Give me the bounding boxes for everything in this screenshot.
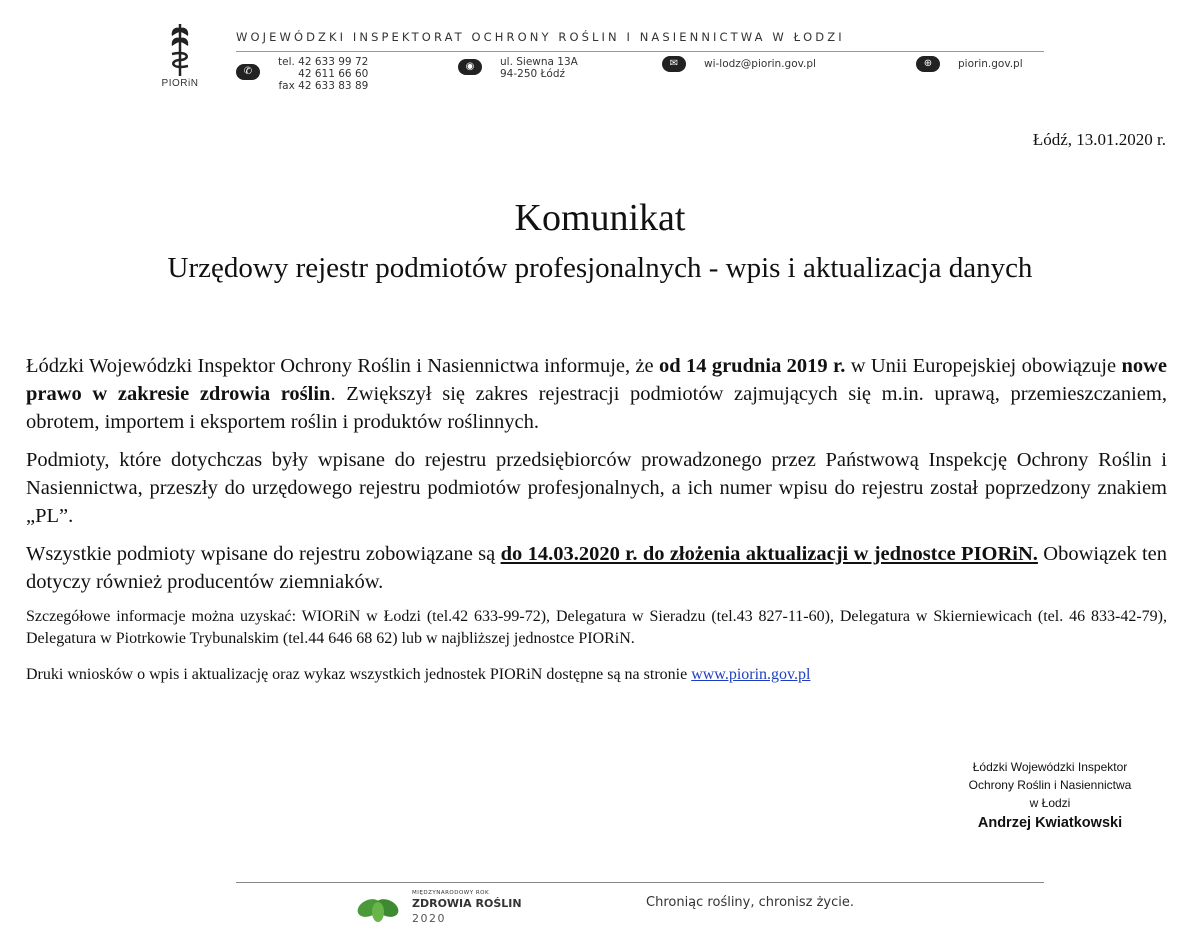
address-line: ul. Siewna 13A (500, 56, 578, 68)
plant-health-year-logo (356, 888, 576, 932)
header-divider (236, 51, 1044, 52)
contact-website (916, 56, 1056, 76)
leaves-logo-icon (356, 890, 400, 926)
phone-line: tel. 42 633 99 72 (278, 56, 369, 68)
signatory-name: Andrzej Kwiatkowski (977, 815, 1123, 831)
paragraph-1: Łódzki Wojewódzki Inspektor Ochrony Roślin i Nasiennictwa informuje, że od 14 grudnia 2019 r. w Unii Europejskiej obowiązuje nowe prawo w zakresie zdrowia roślin. Zwiększył się zakres rejestracji podmiotów zajmujących się m.in. uprawą, przemieszczaniem, obrotem, importem i eksportem roślin i produktów roślinnych. (26, 355, 1168, 433)
paragraph-3: Wszystkie podmioty wpisane do rejestru zobowiązane są do 14.03.2020 r. do złożenia aktualizacji w jednostce PIORiN. Obowiązek ten dotyczy również producentów ziemniaków. (26, 543, 1167, 593)
logo-small-text: MIĘDZYNARODOWY ROK (412, 890, 490, 896)
new-law-phrase: nowe prawo w zakresie zdrowia roślin (26, 355, 1167, 405)
signature-block (900, 758, 1200, 832)
contact-phone (236, 56, 416, 96)
footer-slogan: Chroniąc rośliny, chronisz życie. (646, 895, 855, 910)
fax-line: fax 42 633 83 89 (278, 80, 369, 92)
globe-icon: ⊕ (916, 56, 940, 72)
contact-address (458, 56, 618, 86)
document-body (26, 352, 1167, 700)
deadline-notice: do 14.03.2020 r. do złożenia aktualizacji w jednostce PIORiN. (500, 543, 1038, 565)
effective-date: od 14 grudnia 2019 r. (659, 355, 846, 377)
email-link[interactable]: wi-lodz@piorin.gov.pl (704, 58, 816, 70)
signature-title-line: Łódzki Wojewódzki Inspektor (972, 760, 1128, 774)
address-line: 94-250 Łódź (500, 68, 566, 80)
place-date: Łódź, 13.01.2020 r. (1032, 130, 1166, 149)
location-icon: ◉ (458, 59, 482, 75)
website-link[interactable]: piorin.gov.pl (958, 58, 1023, 70)
phone-line: 42 611 66 60 (298, 68, 369, 80)
signature-title-line: Ochrony Roślin i Nasiennictwa (968, 778, 1132, 792)
wheat-staff-logo-icon (160, 20, 200, 78)
piorin-website-link[interactable]: www.piorin.gov.pl (691, 666, 811, 683)
letterhead (150, 18, 1050, 98)
contact-email (662, 56, 862, 76)
organization-name: WOJEWÓDZKI INSPEKTORAT OCHRONY ROŚLIN I NASIENNICTWA W ŁODZI (236, 30, 845, 44)
phone-icon: ✆ (236, 64, 260, 80)
document-subtitle: Urzędowy rejestr podmiotów profesjonalnych - wpis i aktualizacja danych (167, 252, 1033, 284)
footer-divider (236, 882, 1044, 883)
paragraph-4: Szczegółowe informacje można uzyskać: WIORiN w Łodzi (tel.42 633-99-72), Delegatura w Sieradzu (tel.43 827-11-60), Delegatura w Skierniewicach (tel. 46 833-42-79), Delegatura w Piotrkowie Trybunalskim (tel.44 646 68 62) lub w najbliższej jednostce PIORiN. (26, 608, 1167, 647)
paragraph-2: Podmioty, które dotychczas były wpisane do rejestru przedsiębiorców prowadzonego przez Państwową Inspekcję Ochrony Roślin i Nasiennictwa, przeszły do urzędowego rejestru podmiotów profesjonalnych, a ich numer wpisu do rejestru został poprzedzony znakiem „PL”. (26, 449, 1167, 527)
piorin-logo (150, 20, 210, 95)
signature-title-line: w Łodzi (1029, 796, 1071, 810)
paragraph-5: Druki wniosków o wpis i aktualizację oraz wykaz wszystkich jednostek PIORiN dostępne są na stronie www.piorin.gov.pl (26, 666, 811, 683)
logo-main-text: ZDROWIA ROŚLIN (412, 897, 522, 910)
mail-icon: ✉ (662, 56, 686, 72)
document-title: Komunikat (514, 197, 686, 239)
logo-year: 2020 (412, 912, 446, 925)
logo-text: PIORiN (161, 78, 199, 89)
